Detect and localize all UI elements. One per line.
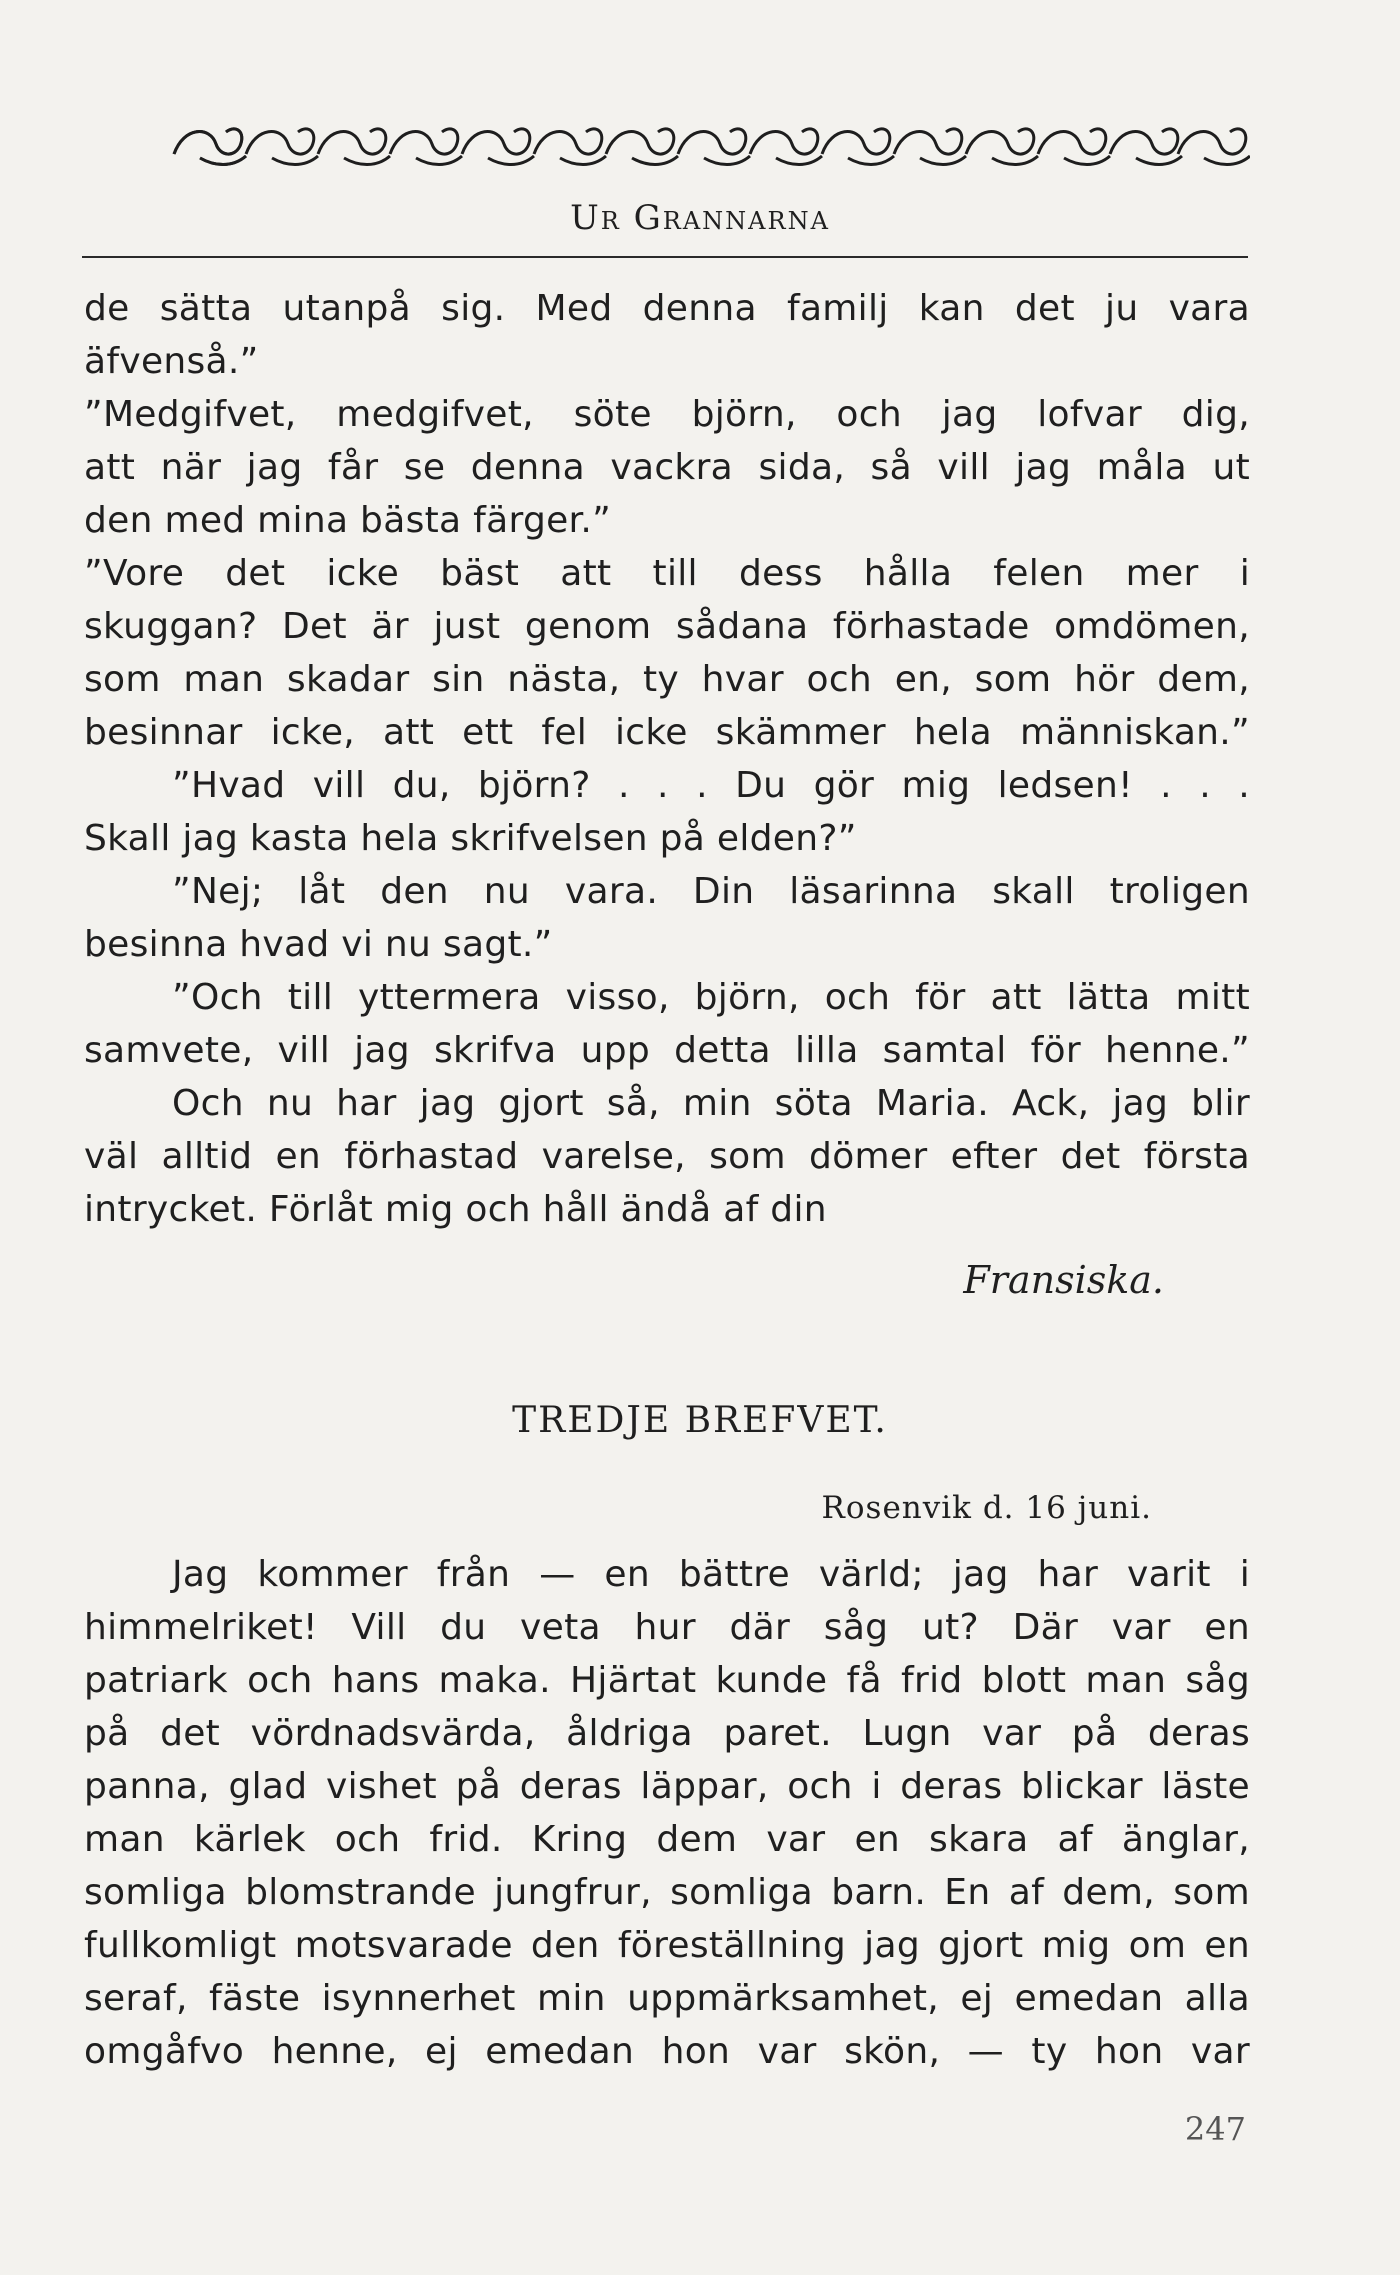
text-line: ”Och till yttermera visso, björn, och för att lätta mitt [172,977,1250,1018]
header-rule [82,256,1248,258]
text-line: somliga blomstrande jungfrur, somliga barn. En af dem, som [84,1872,1250,1913]
page-number: 247 [1184,2110,1246,2148]
text-line: på det vördnadsvärda, åldriga paret. Lugn var på deras [84,1713,1250,1754]
text-line: Och nu har jag gjort så, min söta Maria. Ack, jag blir [172,1083,1250,1124]
signature: Fransiska. [963,1258,1164,1302]
text-line: ”Nej; låt den nu vara. Din läsarinna skall troligen [172,871,1250,912]
text-line: som man skadar sin nästa, ty hvar och en, som hör dem, [84,659,1250,700]
decorative-border-ornament [170,118,1250,172]
text-line: ”Vore det icke bäst att till dess hålla felen mer i [84,553,1250,594]
text-line: intrycket. Förlåt mig och håll ändå af din [84,1189,827,1230]
text-line: att när jag får se denna vackra sida, så vill jag måla ut [84,447,1250,488]
running-title: Ur Grannarna [570,198,830,238]
text-line: omgåfvo henne, ej emedan hon var skön, — ty hon var [84,2031,1250,2072]
text-line: samvete, vill jag skrifva upp detta lilla samtal för henne.” [84,1030,1250,1071]
chapter-heading: TREDJE BREFVET. [512,1400,888,1441]
dateline: Rosenvik d. 16 juni. [821,1490,1152,1526]
text-line: fullkomligt motsvarade den föreställning jag gjort mig om en [84,1925,1250,1966]
text-line: ”Medgifvet, medgifvet, söte björn, och jag lofvar dig, [84,394,1250,435]
text-line: ”Hvad vill du, björn? . . . Du gör mig ledsen! . . . [172,765,1250,806]
text-line: patriark och hans maka. Hjärtat kunde få frid blott man såg [84,1660,1250,1701]
text-line: väl alltid en förhastad varelse, som dömer efter det första [84,1136,1250,1177]
text-line: panna, glad vishet på deras läppar, och i deras blickar läste [84,1766,1250,1807]
text-line: de sätta utanpå sig. Med denna familj kan det ju vara [84,288,1250,329]
text-line: skuggan? Det är just genom sådana förhastade omdömen, [84,606,1250,647]
text-line: seraf, fäste isynnerhet min uppmärksamhet, ej emedan alla [84,1978,1250,2019]
text-line: man kärlek och frid. Kring dem var en skara af änglar, [84,1819,1250,1860]
text-line: besinnar icke, att ett fel icke skämmer hela människan.” [84,712,1250,753]
text-line: Jag kommer från — en bättre värld; jag har varit i [172,1554,1250,1595]
text-line: äfvenså.” [84,341,259,382]
third-letter-text [84,1548,1250,2078]
text-line: den med mina bästa färger.” [84,500,612,541]
letter-end-text [84,282,1250,1236]
text-line: Skall jag kasta hela skrifvelsen på elden?” [84,818,857,859]
text-line: himmelriket! Vill du veta hur där såg ut? Där var en [84,1607,1250,1648]
text-line: besinna hvad vi nu sagt.” [84,924,553,965]
